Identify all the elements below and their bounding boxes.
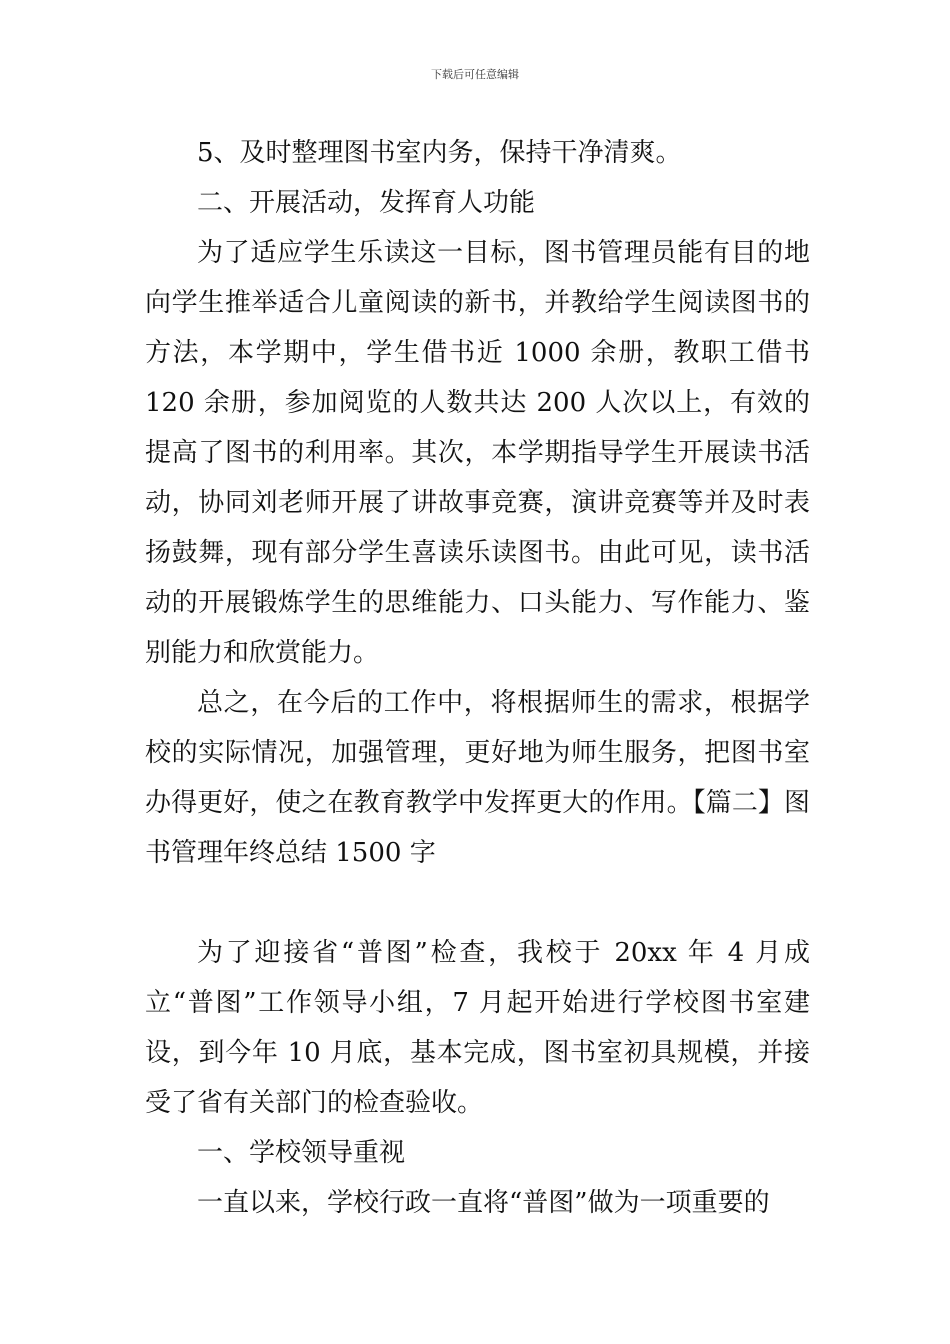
paragraph-leadership: 一直以来，学校行政一直将“普图”做为一项重要的 [197, 1188, 770, 1218]
paragraph-item-5: 5、及时整理图书室内务，保持干净清爽。 [197, 138, 682, 168]
page-header: 下载后可任意编辑 [431, 68, 519, 81]
document-body [145, 128, 810, 1228]
section-heading-leadership: 一、学校领导重视 [197, 1138, 406, 1168]
paragraph-conclusion: 总之，在今后的工作中，将根据师生的需求，根据学校的实际情况，加强管理，更好地为师生服务，把图书室办得更好，使之在教育教学中发挥更大的作用。【篇二】图书管理年终总结 1500 字 [145, 688, 810, 868]
blank-line [145, 878, 810, 928]
section-heading-activities: 二、开展活动，发挥育人功能 [197, 188, 536, 218]
paragraph-inspection: 为了迎接省“普图”检查，我校于 20xx 年 4 月成立“普图”工作领导小组，7 月起开始进行学校图书室建设，到今年 10 月底，基本完成，图书室初具规模，并接受了省有关部门的检查验收。 [145, 938, 810, 1118]
paragraph-reading: 为了适应学生乐读这一目标，图书管理员能有目的地向学生推举适合儿童阅读的新书，并教给学生阅读图书的方法，本学期中，学生借书近 1000 余册，教职工借书 120 余册，参加阅览的人数共达 200 人次以上，有效的提高了图书的利用率。其次，本学期指导学生开展读书活动，协同刘老师开展了讲故事竞赛，演讲竞赛等并及时表扬鼓舞，现有部分学生喜读乐读图书。由此可见，读书活动的开展锻炼学生的思维能力、口头能力、写作能力、鉴别能力和欣赏能力。 [145, 238, 810, 668]
